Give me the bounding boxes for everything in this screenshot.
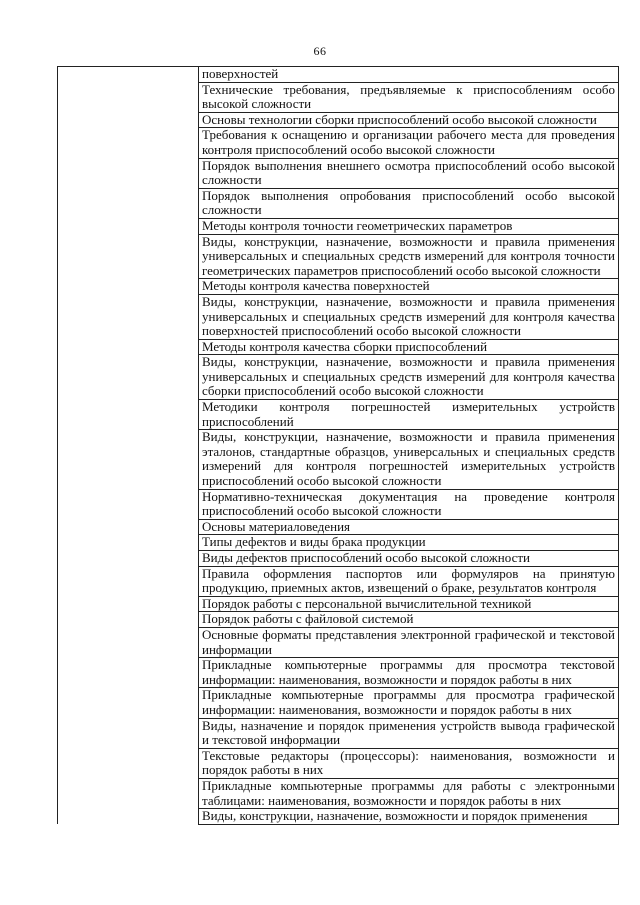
table-cell: Технические требования, предъявляемые к приспособлениям особо высокой сложности: [199, 82, 619, 112]
table-row: [58, 67, 619, 83]
table-cell: Порядок выполнения внешнего осмотра приспособлений особо высокой сложности: [199, 158, 619, 188]
table-cell: Правила оформления паспортов или формуляров на принятую продукцию, приемных актов, извещений о браке, результатов контроля: [199, 566, 619, 596]
table-cell: Основные форматы представления электронной графической и текстовой информации: [199, 627, 619, 657]
table-cell: Виды, конструкции, назначение, возможности и порядок применения: [199, 809, 619, 825]
table-cell: Методы контроля точности геометрических параметров: [199, 218, 619, 234]
table-cell: Порядок работы с персональной вычислительной техникой: [199, 596, 619, 612]
requirements-table: [57, 66, 619, 825]
table-cell: Основы материаловедения: [199, 519, 619, 535]
table-cell: Требования к оснащению и организации рабочего места для проведения контроля приспособлений особо высокой сложности: [199, 128, 619, 158]
table-cell: Виды дефектов приспособлений особо высокой сложности: [199, 551, 619, 567]
table-cell: Виды, конструкции, назначение, возможности и правила применения универсальных и специальных средств измерений для контроля качества сборки приспособлений особо высокой сложности: [199, 355, 619, 400]
table-cell: Типы дефектов и виды брака продукции: [199, 535, 619, 551]
table-cell: Методики контроля погрешностей измерительных устройств приспособлений: [199, 400, 619, 430]
table-cell: Нормативно-техническая документация на проведение контроля приспособлений особо высокой сложности: [199, 489, 619, 519]
table-cell: Текстовые редакторы (процессоры): наименования, возможности и порядок работы в них: [199, 748, 619, 778]
table-cell: Методы контроля качества сборки приспособлений: [199, 339, 619, 355]
table-cell: Виды, конструкции, назначение, возможности и правила применения универсальных и специальных средств измерений для контроля точности геометрических параметров приспособлений особо высокой сложности: [199, 234, 619, 279]
left-column-cell: [58, 67, 199, 825]
table-cell: Прикладные компьютерные программы для просмотра графической информации: наименования, возможности и порядок работы в них: [199, 688, 619, 718]
table-cell: Основы технологии сборки приспособлений особо высокой сложности: [199, 112, 619, 128]
table-cell: Виды, назначение и порядок применения устройств вывода графической и текстовой информации: [199, 718, 619, 748]
table-cell: Виды, конструкции, назначение, возможности и правила применения универсальных и специальных средств измерений для контроля качества поверхностей приспособлений особо высокой сложности: [199, 294, 619, 339]
table-cell: Порядок выполнения опробования приспособлений особо высокой сложности: [199, 188, 619, 218]
table-cell: Виды, конструкции, назначение, возможности и правила применения эталонов, стандартные образцов, универсальных и специальных средств измерений для контроля погрешностей измерительных устройств приспособлений особо высокой сложности: [199, 430, 619, 489]
table-cell: Порядок работы с файловой системой: [199, 612, 619, 628]
table-cell: поверхностей: [199, 67, 619, 83]
page-number: 66: [313, 44, 327, 58]
table-cell: Методы контроля качества поверхностей: [199, 279, 619, 295]
table-cell: Прикладные компьютерные программы для работы с электронными таблицами: наименования, возможности и порядок работы в них: [199, 778, 619, 808]
table-cell: Прикладные компьютерные программы для просмотра текстовой информации: наименования, возможности и порядок работы в них: [199, 658, 619, 688]
